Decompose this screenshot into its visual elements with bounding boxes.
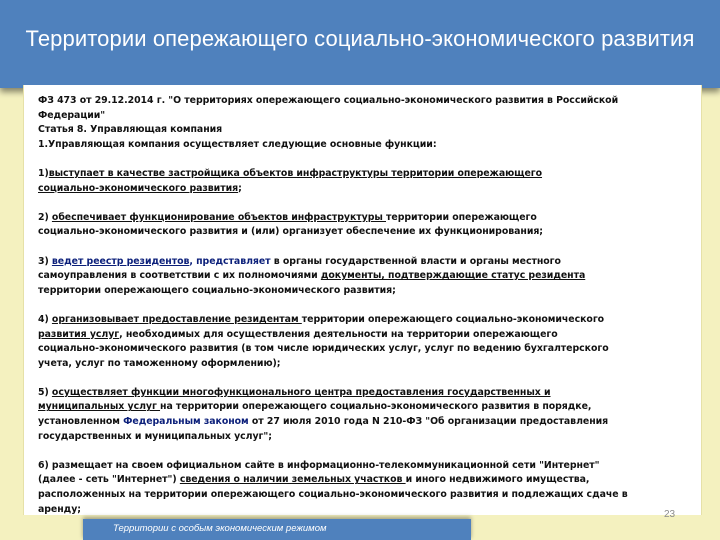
item5-link-b[interactable]: муниципальных услуг [38,401,161,413]
function-item-5: 5) осуществляет функции многофункционального центра предоставления государственных и [38,386,551,398]
function-item-6: 6) размещает на своем официальном сайте в информационно-телекоммуникационной сети "Интернет" [38,459,600,471]
item6-link-land[interactable]: сведения о наличии земельных участков [179,474,406,486]
item3-link-documents[interactable]: документы, подтверждающие статус резидента [320,270,586,282]
item1-link-a[interactable]: выступает в качестве застройщика объектов инфраструктуры территории опережающего [48,167,543,179]
item3-link-registry[interactable]: ведет реестр резидентов [51,255,190,267]
item4-link-b[interactable]: развития услуг [38,328,120,340]
item4-link-a[interactable]: организовывает предоставление резидентам [51,313,302,325]
footer-text: Территории с особым экономическим режимом [113,523,327,534]
law-reference: ФЗ 473 от 29.12.2014 г. "О территориях опережающего социально-экономического развития в Российской [38,95,619,106]
function-item-3: 3) ведет реестр резидентов, представляет в органы государственной власти и органы местного [38,255,561,267]
item5-federal-law-link[interactable]: Федеральным законом [123,416,249,428]
function-item-1: 1)выступает в качестве застройщика объектов инфраструктуры территории опережающего [38,167,543,179]
item5-link-a[interactable]: осуществляет функции многофункционального центра предоставления государственных и [51,386,551,398]
law-reference-cont: Федерации" [38,109,106,121]
page-number: 23 [664,509,676,520]
slide-title: Территории опережающего социально-экономического развития [25,26,695,51]
item2-link[interactable]: обеспечивает функционирование объектов инфраструктуры [51,211,386,223]
functions-intro: 1.Управляющая компания осуществляет следующие основные функции: [38,138,437,150]
function-item-2: 2) обеспечивает функционирование объектов инфраструктуры территории опережающего [38,211,537,223]
footer-band [83,519,471,540]
slide-header [0,0,720,88]
function-item-4: 4) организовывает предоставление резидентам территории опережающего социально-экономического [38,313,605,325]
article-heading: Статья 8. Управляющая компания [38,124,223,136]
slide-body-text: ФЗ 473 от 29.12.2014 г. "О территориях опережающего социально-экономического развития в Российской Федерации" Статья 8. Управляющая компания 1.Управляющая компания осуществляет следующие основные функции: 1)выступает в качестве застройщика объектов инфраструктуры территории опережающего социально-экономического развития; 2) обеспечивает функционирование объектов инфраструктуры территории опережающего социально-экономического развития и (или) организует обеспечение их функционирования; 3) ведет реестр резидентов, представляет в органы государственной власти и органы местного самоуправления в соответствии с их полномочиями документы, подтверждающие статус резидента территории опережающего социально-экономического развития; 4) организовывает предоставление резидентам территории опережающего социально-экономического развития услуг, необходимых для осуществления деятельности на территории опережающего социально-экономического развития (в том числе юридических услуг, услуг по ведению бухгалтерского учета, услуг по таможенному оформлению); 5) осуществляет функции многофункционального центра предоставления государственных и муниципальных услуг на территории опережающего социально-экономического развития в порядке, установленном Федеральным законом от 27 июля 2010 года N 210-ФЗ "Об организации предоставления государственных и муниципальных услуг"; 6) размещает на своем официальном сайте в информационно-телекоммуникационной сети "Интернет" (далее - сеть "Интернет") сведения о наличии земельных участков и иного недвижимого имущества, расположенных на территории опережающего социально-экономического развития и подлежащих сдаче в аренду; [38,94,688,517]
item1-link-b[interactable]: социально-экономического развития [38,182,239,194]
item3-represents: представляет [196,255,271,267]
